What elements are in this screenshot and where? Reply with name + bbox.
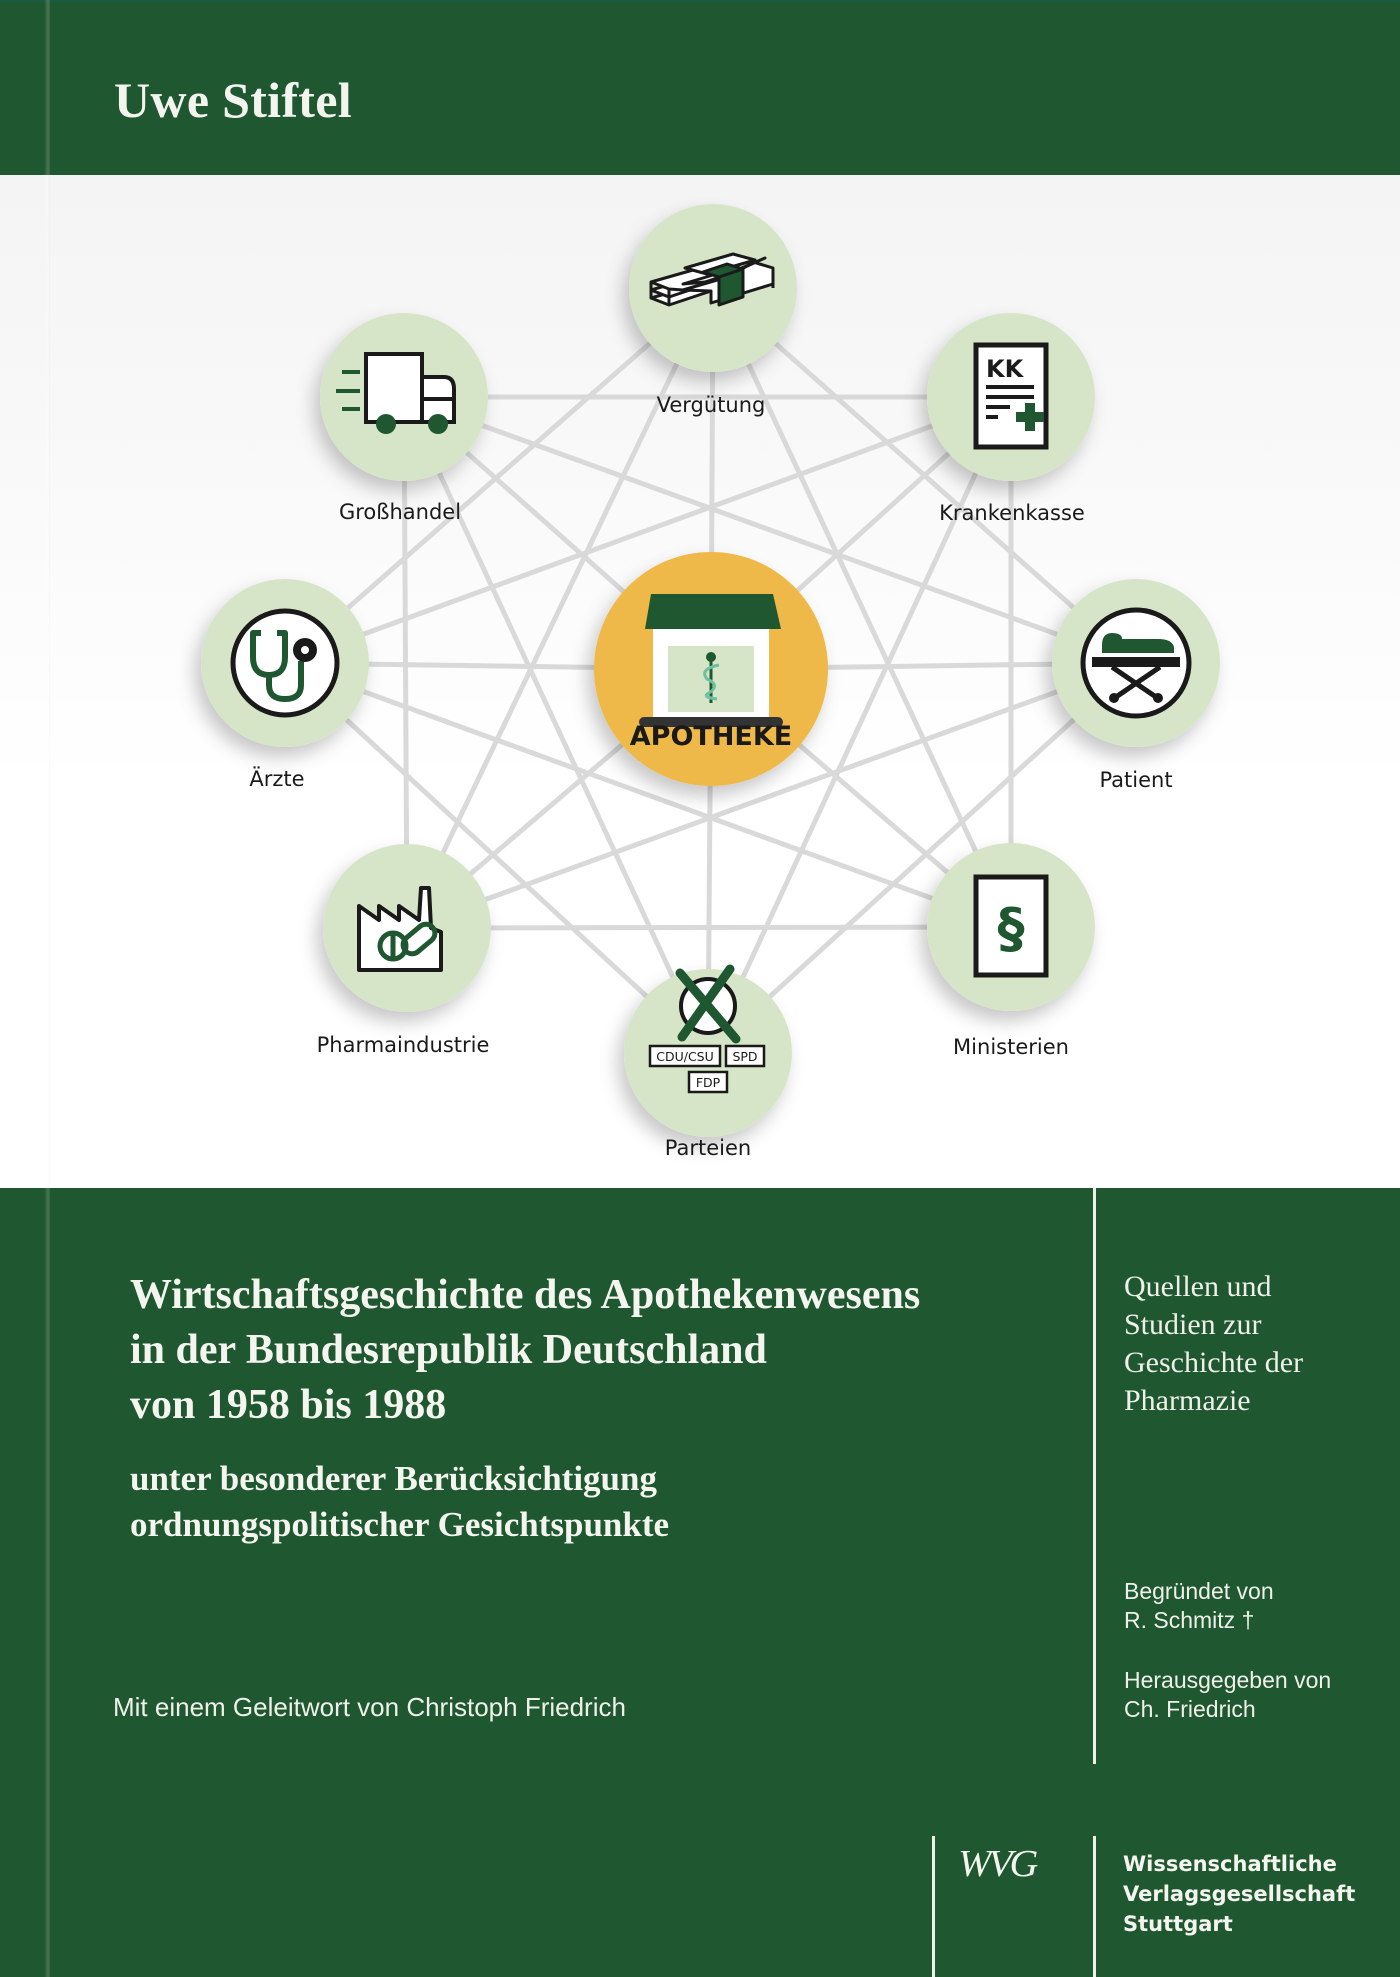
label-verguetung: Vergütung — [656, 393, 766, 417]
foreword-note: Mit einem Geleitwort von Christoph Friedrich — [113, 1692, 626, 1722]
label-pharmaindustrie: Pharmaindustrie — [316, 1033, 490, 1057]
node-ministerien — [927, 843, 1095, 1011]
label-grosshandel: Großhandel — [338, 500, 462, 524]
founder-line: Begründet von — [1124, 1578, 1274, 1604]
title-line: in der Bundesrepublik Deutschland — [130, 1327, 767, 1373]
editor-line: Ch. Friedrich — [1124, 1696, 1256, 1722]
svg-text:KK: KK — [986, 355, 1024, 383]
series-editor — [1124, 1666, 1331, 1724]
series-line: Quellen und — [1124, 1270, 1272, 1303]
title-line: Wirtschaftsgeschichte des Apothekenwesens — [130, 1272, 921, 1318]
subtitle-line: ordnungspolitischer Gesichtspunkte — [130, 1505, 670, 1544]
title-line: von 1958 bis 1988 — [130, 1382, 447, 1428]
label-krankenkasse: Krankenkasse — [939, 501, 1085, 525]
publisher-logo: WVG — [958, 1843, 1036, 1885]
label-aerzte: Ärzte — [249, 767, 305, 791]
party-fdp: FDP — [695, 1075, 721, 1090]
label-parteien: Parteien — [664, 1136, 752, 1160]
center-label: APOTHEKE — [629, 721, 793, 752]
publisher-line: Stuttgart — [1123, 1912, 1233, 1936]
party-spd: SPD — [732, 1049, 758, 1064]
founder-line: R. Schmitz † — [1124, 1607, 1255, 1633]
svg-text:§: § — [997, 897, 1025, 960]
label-patient: Patient — [1099, 768, 1173, 792]
book-subtitle — [130, 1456, 669, 1548]
vertical-divider-logo-right — [1093, 1836, 1096, 1977]
book-title — [130, 1268, 920, 1433]
editor-line: Herausgegeben von — [1124, 1667, 1332, 1693]
node-verguetung — [629, 204, 797, 372]
node-pharmaindustrie — [323, 844, 491, 1012]
paragraph-document-icon — [976, 877, 1046, 975]
stethoscope-icon — [233, 611, 337, 715]
publisher-line: Verlagsgesellschaft — [1123, 1882, 1356, 1906]
series-line: Studien zur — [1124, 1308, 1262, 1341]
insurance-document-icon — [976, 345, 1046, 447]
series-founder — [1124, 1577, 1274, 1635]
subtitle-line: unter besonderer Berücksichtigung — [130, 1459, 657, 1498]
series-line: Geschichte der — [1124, 1346, 1304, 1379]
center-node-apotheke — [594, 552, 828, 786]
publisher-name — [1123, 1849, 1355, 1939]
pharmacy-shop-icon — [639, 594, 783, 727]
vertical-divider-logo-left — [932, 1836, 935, 1977]
node-parteien — [624, 969, 792, 1137]
node-grosshandel — [320, 313, 488, 481]
node-patient — [1052, 579, 1220, 747]
stretcher-patient-icon — [1083, 610, 1189, 716]
series-title — [1124, 1268, 1303, 1420]
node-aerzte — [201, 579, 369, 747]
author-name: Uwe Stiftel — [114, 72, 352, 128]
publisher-line: Wissenschaftliche — [1123, 1852, 1337, 1876]
series-line: Pharmazie — [1124, 1384, 1251, 1417]
author-band — [0, 0, 1400, 175]
label-ministerien: Ministerien — [953, 1035, 1069, 1059]
node-krankenkasse — [927, 313, 1095, 481]
stakeholder-diagram — [0, 175, 1400, 1188]
vertical-divider-series — [1093, 1188, 1096, 1764]
party-cdu-csu: CDU/CSU — [656, 1049, 714, 1064]
